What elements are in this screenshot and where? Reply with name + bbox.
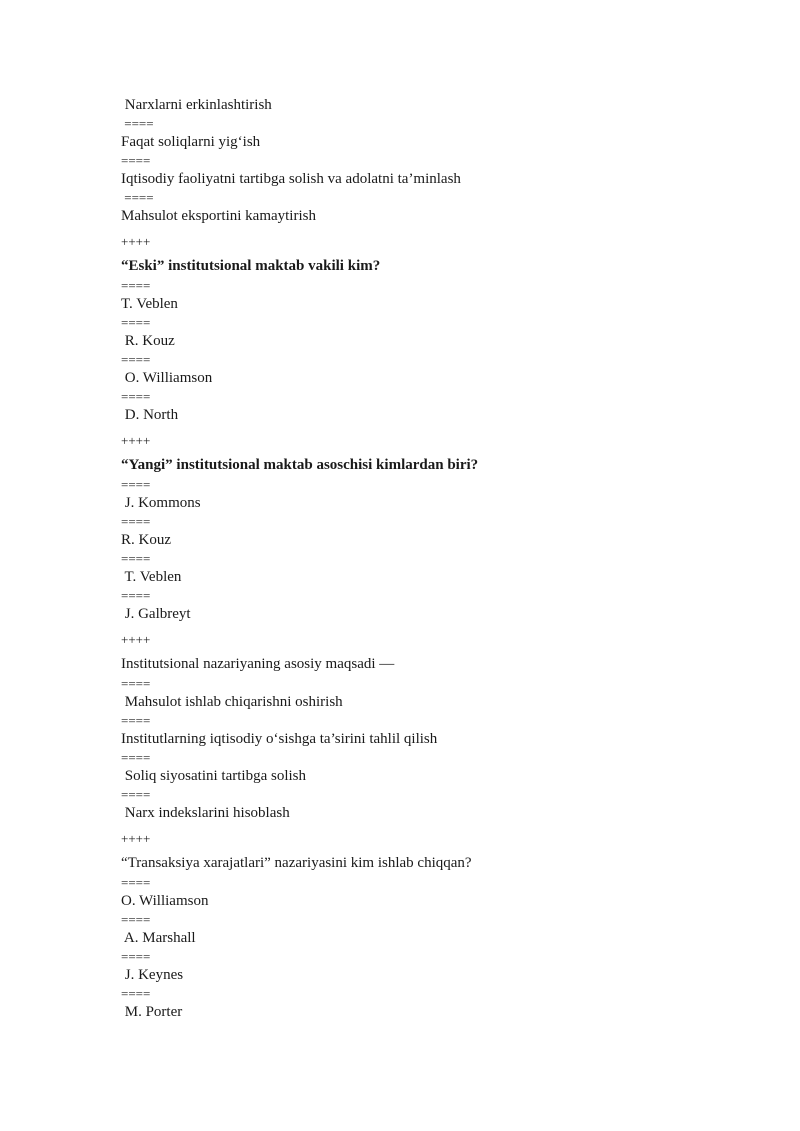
answer-option: A. Marshall — [121, 930, 196, 946]
answer-option: J. Keynes — [121, 967, 184, 983]
option-separator: ==== — [121, 875, 151, 890]
block-divider: ++++ — [121, 433, 151, 448]
answer-option: Mahsulot eksportini kamaytirish — [121, 208, 316, 224]
answer-option: R. Kouz — [121, 532, 171, 548]
option-separator: ==== — [121, 986, 151, 1001]
option-separator: ==== — [121, 787, 151, 802]
answer-option: O. Williamson — [121, 893, 209, 909]
option-separator: ==== — [121, 713, 151, 728]
answer-option: Soliq siyosatini tartibga solish — [121, 768, 307, 784]
option-separator: ==== — [121, 278, 151, 293]
answer-option: D. North — [121, 407, 179, 423]
answer-option: Faqat soliqlarni yig‘ish — [121, 134, 261, 150]
question-text: “Yangi” institutsional maktab asoschisi kimlardan biri? — [121, 457, 479, 473]
option-separator: ==== — [121, 912, 151, 927]
answer-block — [121, 96, 721, 225]
option-separator: ==== — [121, 588, 151, 603]
answer-option: Mahsulot ishlab chiqarishni oshirish — [121, 694, 343, 710]
block-divider: ++++ — [121, 234, 151, 249]
question-block — [121, 854, 721, 1021]
question-text: “Transaksiya xarajatlari” nazariyasini kim ishlab chiqqan? — [121, 855, 472, 871]
option-separator: ==== — [121, 315, 151, 330]
block-divider: ++++ — [121, 632, 151, 647]
option-separator: ==== — [121, 116, 154, 131]
option-separator: ==== — [121, 190, 154, 205]
document-content — [121, 96, 721, 1021]
option-separator: ==== — [121, 352, 151, 367]
option-separator: ==== — [121, 153, 151, 168]
question-text: “Eski” institutsional maktab vakili kim? — [121, 258, 381, 274]
option-separator: ==== — [121, 389, 151, 404]
answer-option: O. Williamson — [121, 370, 213, 386]
question-block — [121, 257, 721, 424]
answer-option: J. Kommons — [121, 495, 201, 511]
question-block — [121, 655, 721, 822]
option-separator: ==== — [121, 551, 151, 566]
option-separator: ==== — [121, 949, 151, 964]
block-divider: ++++ — [121, 831, 151, 846]
answer-option: T. Veblen — [121, 296, 178, 312]
question-block — [121, 456, 721, 623]
option-separator: ==== — [121, 750, 151, 765]
answer-option: J. Galbreyt — [121, 606, 191, 622]
option-separator: ==== — [121, 514, 151, 529]
answer-option: Iqtisodiy faoliyatni tartibga solish va adolatni ta’minlash — [121, 171, 461, 187]
answer-option: Narxlarni erkinlashtirish — [121, 97, 272, 113]
answer-option: Narx indekslarini hisoblash — [121, 805, 290, 821]
answer-option: T. Veblen — [121, 569, 182, 585]
option-separator: ==== — [121, 477, 151, 492]
answer-option: M. Porter — [121, 1004, 183, 1020]
answer-option: Institutlarning iqtisodiy o‘sishga ta’sirini tahlil qilish — [121, 731, 438, 747]
option-separator: ==== — [121, 676, 151, 691]
question-text: Institutsional nazariyaning asosiy maqsadi — — [121, 656, 395, 672]
answer-option: R. Kouz — [121, 333, 175, 349]
